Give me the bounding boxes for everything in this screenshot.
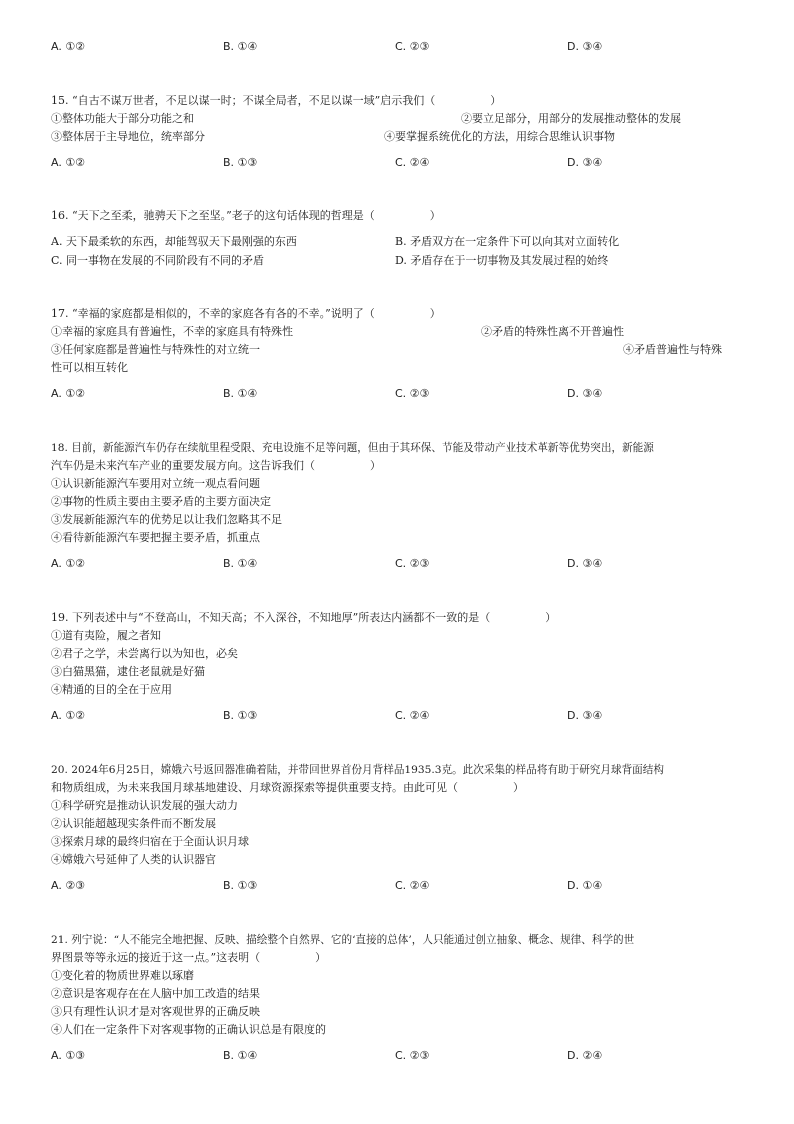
q19-item-1: ①道有夷险，履之者知 <box>51 629 161 642</box>
q17-option-b[interactable]: B. ①④ <box>223 387 258 400</box>
q19-item-3: ③白猫黑猫，逮住老鼠就是好猫 <box>51 665 205 678</box>
q20-stem-line-2: 和物质组成，为未来我国月球基地建设、月球资源探索等提供重要支持。由此可见（ ） <box>51 781 524 794</box>
q20-item-2: ②认识能超越现实条件而不断发展 <box>51 817 216 830</box>
q15-item-2: ②要立足部分，用部分的发展推动整体的发展 <box>461 112 681 125</box>
q17-option-a[interactable]: A. ①② <box>51 387 86 400</box>
q21-option-d[interactable]: D. ②④ <box>567 1049 603 1062</box>
q19-option-a[interactable]: A. ①② <box>51 709 86 722</box>
q15-option-d[interactable]: D. ③④ <box>567 156 603 169</box>
q21-option-c[interactable]: C. ②③ <box>395 1049 430 1062</box>
q21-item-1: ①变化着的物质世界难以琢磨 <box>51 969 194 982</box>
q17-option-d[interactable]: D. ③④ <box>567 387 603 400</box>
q21-item-3: ③只有理性认识才是对客观世界的正确反映 <box>51 1005 260 1018</box>
q21-stem-line-1: 21. 列宁说：“人不能完全地把握、反映、描绘整个自然界、它的‘直接的总体’，人只能通过创立抽象、概念、规律、科学的世 <box>51 934 635 946</box>
q16-option-d[interactable]: D. 矛盾存在于一切事物及其发展过程的始终 <box>395 254 609 267</box>
q18-item-1: ①认识新能源汽车要用对立统一观点看问题 <box>51 477 260 490</box>
q15-option-a[interactable]: A. ①② <box>51 156 86 169</box>
q15-option-c[interactable]: C. ②④ <box>395 156 430 169</box>
q19-option-c[interactable]: C. ②④ <box>395 709 430 722</box>
q17-item-3: ③任何家庭都是普遍性与特殊性的对立统一 <box>51 343 260 356</box>
q17-option-c[interactable]: C. ②③ <box>395 387 430 400</box>
q18-option-b[interactable]: B. ①④ <box>223 557 258 570</box>
q18-item-4: ④看待新能源汽车要把握主要矛盾，抓重点 <box>51 531 260 544</box>
q14-option-c[interactable]: C. ②③ <box>395 40 430 53</box>
q17-stem: 17. “幸福的家庭都是相似的，不幸的家庭各有各的不幸。”说明了（ ） <box>51 307 441 320</box>
q20-stem-line-1: 20. 2024年6月25日，嫦娥六号返回器准确着陆，并带回世界首份月背样品1935.3克。此次采集的样品将有助于研究月球背面结构 <box>51 764 664 776</box>
q19-stem: 19. 下列表述中与“不登高山，不知天高；不入深谷，不知地厚”所表达内涵都不一致的是（ ） <box>51 611 557 624</box>
q14-option-d[interactable]: D. ③④ <box>567 40 603 53</box>
q21-option-b[interactable]: B. ①④ <box>223 1049 258 1062</box>
q19-item-4: ④精通的目的全在于应用 <box>51 683 172 696</box>
q17-item-1: ①幸福的家庭具有普遍性，不幸的家庭具有特殊性 <box>51 325 293 338</box>
q21-item-4: ④人们在一定条件下对客观事物的正确认识总是有限度的 <box>51 1023 326 1036</box>
q19-option-b[interactable]: B. ①③ <box>223 709 258 722</box>
q21-stem-line-2: 界图景等等永远的接近于这一点。”这表明（ ） <box>51 951 327 964</box>
q15-item-1: ①整体功能大于部分功能之和 <box>51 112 194 125</box>
q18-option-c[interactable]: C. ②③ <box>395 557 430 570</box>
q20-item-4: ④嫦娥六号延伸了人类的认识器官 <box>51 853 216 866</box>
q20-option-c[interactable]: C. ②④ <box>395 879 430 892</box>
q15-stem: 15. “自古不谋万世者，不足以谋一时；不谋全局者，不足以谋一域”启示我们（ ） <box>51 94 502 107</box>
q15-item-3: ③整体居于主导地位，统率部分 <box>51 130 205 143</box>
q20-option-d[interactable]: D. ①④ <box>567 879 603 892</box>
q21-option-a[interactable]: A. ①③ <box>51 1049 86 1062</box>
q18-item-3: ③发展新能源汽车的优势足以让我们忽略其不足 <box>51 513 282 526</box>
q19-option-d[interactable]: D. ③④ <box>567 709 603 722</box>
q16-option-b[interactable]: B. 矛盾双方在一定条件下可以向其对立面转化 <box>395 235 620 248</box>
q18-stem-line-1: 18. 目前，新能源汽车仍存在续航里程受限、充电设施不足等问题，但由于其环保、节能及带动产业技术革新等优势突出，新能源 <box>51 442 654 454</box>
q20-option-b[interactable]: B. ①③ <box>223 879 258 892</box>
q16-stem: 16. “天下之至柔，驰骋天下之至坚。”老子的这句话体现的哲理是（ ） <box>51 209 441 222</box>
q20-option-a[interactable]: A. ②③ <box>51 879 86 892</box>
q18-option-a[interactable]: A. ①② <box>51 557 86 570</box>
q17-item-2: ②矛盾的特殊性离不开普遍性 <box>481 325 624 338</box>
q17-item-4: ④矛盾普遍性与特殊 <box>623 343 722 356</box>
q15-item-4: ④要掌握系统优化的方法，用综合思维认识事物 <box>384 130 615 143</box>
q14-option-a[interactable]: A. ①② <box>51 40 86 53</box>
q18-stem-line-2: 汽车仍是未来汽车产业的重要发展方向。这告诉我们（ ） <box>51 459 381 472</box>
q18-option-d[interactable]: D. ③④ <box>567 557 603 570</box>
q16-option-a[interactable]: A. 天下最柔软的东西，却能驾驭天下最刚强的东西 <box>51 235 297 248</box>
q21-item-2: ②意识是客观存在在人脑中加工改造的结果 <box>51 987 260 1000</box>
q17-item-4-cont: 性可以相互转化 <box>51 361 128 374</box>
q15-option-b[interactable]: B. ①③ <box>223 156 258 169</box>
q14-option-b[interactable]: B. ①④ <box>223 40 258 53</box>
q20-item-1: ①科学研究是推动认识发展的强大动力 <box>51 799 238 812</box>
q16-option-c[interactable]: C. 同一事物在发展的不同阶段有不同的矛盾 <box>51 254 265 267</box>
q18-item-2: ②事物的性质主要由主要矛盾的主要方面决定 <box>51 495 271 508</box>
q19-item-2: ②君子之学，未尝离行以为知也，必矣 <box>51 647 238 660</box>
q20-item-3: ③探索月球的最终归宿在于全面认识月球 <box>51 835 249 848</box>
